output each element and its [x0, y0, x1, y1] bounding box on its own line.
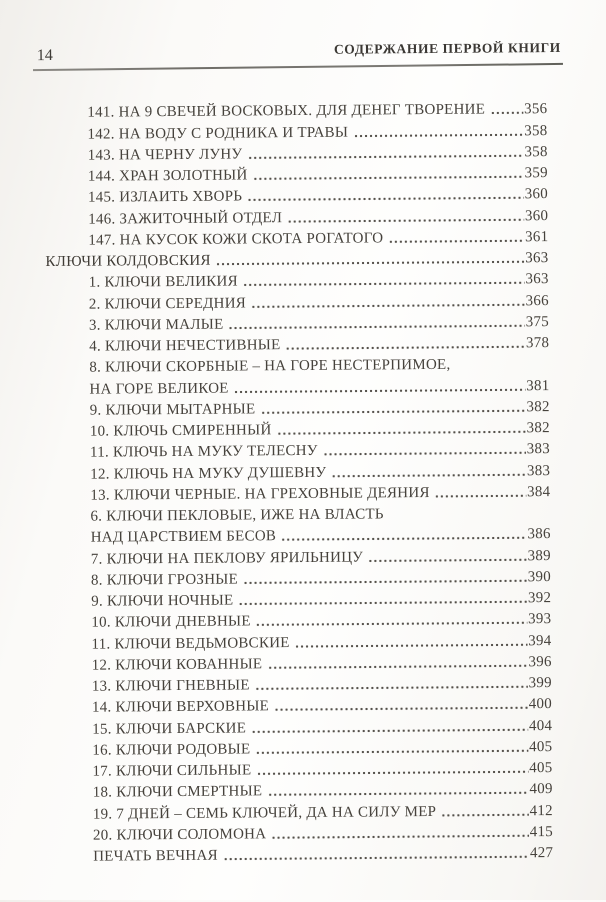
toc-entry [50, 841, 553, 866]
dot-leader [253, 174, 524, 181]
toc-entry-page: 412 [530, 803, 553, 820]
toc-entry-page: 392 [528, 590, 551, 607]
dot-leader [267, 790, 528, 797]
dot-leader [274, 705, 528, 712]
toc-entry-page: 359 [525, 165, 548, 182]
toc-entry-page: 358 [524, 144, 547, 161]
toc-list [44, 97, 553, 866]
toc-entry-title: 12. КЛЮЧИ КОВАННЫЕ [92, 656, 263, 674]
dot-leader [287, 217, 524, 224]
dot-leader [368, 557, 527, 563]
dot-leader [228, 323, 524, 330]
dot-leader [323, 451, 526, 458]
toc-entry-title: 145. ИЗЛАИТЬ ХВОРЬ [88, 189, 242, 207]
dot-leader [490, 111, 523, 116]
toc-entry-page: 356 [524, 101, 547, 118]
toc-entry-page: 400 [529, 696, 552, 713]
toc-entry [44, 97, 547, 122]
dot-leader [271, 833, 528, 840]
dot-leader [256, 769, 528, 776]
dot-leader [331, 472, 526, 479]
toc-entry-page: 399 [529, 675, 552, 692]
toc-entry-title: 2. КЛЮЧИ СЕРЕДНИЯ [89, 295, 246, 313]
toc-entry-page: 382 [527, 420, 550, 437]
toc-entry-page: 381 [526, 378, 549, 395]
toc-entry-title: 10. КЛЮЧИ ДНЕВНЫЕ [91, 614, 251, 632]
toc-entry-title: НАД ЦАРСТВИЕМ БЕСОВ [91, 528, 277, 546]
dot-leader [388, 238, 524, 244]
dot-leader [223, 854, 529, 861]
toc-entry-title: 17. КЛЮЧИ СИЛЬНЫЕ [92, 762, 251, 780]
dot-leader [286, 344, 525, 351]
toc-entry-title: 9. КЛЮЧИ НОЧНЫЕ [91, 593, 233, 611]
toc-entry-title: НА ГОРЕ ВЕЛИКОЕ [89, 380, 228, 398]
toc-entry-title: 13. КЛЮЧИ ЧЕРНЫЕ. НА ГРЕХОВНЫЕ ДЕЯНИЯ [90, 485, 429, 505]
header-rule-divider [33, 63, 563, 71]
toc-entry-page: 409 [529, 781, 552, 798]
toc-entry-page: 383 [527, 441, 550, 458]
toc-entry-title: 11. КЛЮЧЬ НА МУКУ ТЕЛЕСНУ [90, 443, 318, 462]
toc-entry-page: 393 [528, 611, 551, 628]
toc-entry-title: 10. КЛЮЧЬ СМИРЕННЫЙ [90, 422, 272, 440]
dot-leader [255, 684, 528, 691]
toc-entry-page: 405 [529, 760, 552, 777]
toc-entry-page: 361 [525, 229, 548, 246]
toc-entry-title: 14. КЛЮЧИ ВЕРХОВНЫЕ [92, 699, 269, 717]
toc-entry-page: 427 [530, 845, 553, 862]
toc-entry-title: 8. КЛЮЧИ СКОРБНЫЕ – НА ГОРЕ НЕСТЕРПИМОЕ, [89, 357, 450, 377]
toc-entry-title: 1. КЛЮЧИ ВЕЛИКИЯ [89, 274, 238, 292]
toc-entry-title: 144. ХРАН ЗОЛОТНЫЙ [88, 167, 248, 185]
toc-entry-title: 146. ЗАЖИТОЧНЫЙ ОТДЕЛ [88, 210, 282, 229]
toc-entry-title: 142. НА ВОДУ С РОДНИКА И ТРАВЫ [87, 124, 348, 143]
toc-entry-page: 363 [525, 271, 548, 288]
dot-leader [243, 578, 527, 585]
toc-entry-title: 141. НА 9 СВЕЧЕЙ ВОСКОВЫХ. ДЛЯ ДЕНЕГ ТВОРЕНИЕ [87, 102, 485, 122]
toc-entry-page: 390 [528, 569, 551, 586]
running-title: СОДЕРЖАНИЕ ПЕРВОЙ КНИГИ [334, 40, 561, 58]
dot-leader [435, 493, 526, 499]
toc-entry-page: 366 [526, 293, 549, 310]
toc-entry-title: 11. КЛЮЧИ ВЕДЬМОВСКИЕ [91, 635, 289, 654]
dot-leader [267, 663, 527, 670]
toc-entry-page: 358 [524, 123, 547, 140]
dot-leader [251, 727, 528, 734]
toc-entry-page: 383 [527, 463, 550, 480]
dot-leader [353, 132, 523, 138]
dot-leader [238, 599, 527, 606]
dot-leader [295, 642, 528, 649]
toc-entry-title: 12. КЛЮЧЬ НА МУКУ ДУШЕВНУ [90, 464, 326, 483]
toc-entry-page: 389 [528, 548, 551, 565]
toc-entry-title: 13. КЛЮЧИ ГНЕВНЫЕ [92, 677, 250, 695]
toc-entry-title: 20. КЛЮЧИ СОЛОМОНА [93, 826, 266, 844]
toc-entry-title: ПЕЧАТЬ ВЕЧНАЯ [93, 848, 218, 866]
dot-leader [234, 387, 526, 394]
page-number: 14 [37, 47, 53, 65]
dot-leader [260, 408, 525, 415]
dot-leader [216, 259, 525, 266]
toc-entry-page: 360 [525, 208, 548, 225]
toc-entry-title: 147. НА КУСОК КОЖИ СКОТА РОГАТОГО [88, 230, 383, 249]
toc-entry-title: 16. КЛЮЧИ РОДОВЫЕ [92, 741, 250, 759]
toc-entry-title: КЛЮЧИ КОЛДОВСКИЯ [45, 253, 210, 271]
toc-entry-title: 18. КЛЮЧИ СМЕРТНЫЕ [93, 784, 263, 802]
toc-entry-page: 394 [528, 633, 551, 650]
toc-entry-title: 7. КЛЮЧИ НА ПЕКЛОВУ ЯРИЛЬНИЦУ [91, 549, 363, 568]
toc-entry-page: 386 [527, 526, 550, 543]
toc-entry-title: 143. НА ЧЕРНУ ЛУНУ [88, 146, 243, 164]
toc-entry-page: 415 [530, 824, 553, 841]
toc-entry-title: 8. КЛЮЧИ ГРОЗНЫЕ [91, 571, 238, 589]
dot-leader [277, 429, 526, 436]
dot-leader [251, 302, 525, 309]
dot-leader [281, 535, 526, 542]
toc-entry-page: 384 [527, 484, 550, 501]
toc-entry-page: 375 [526, 314, 549, 331]
dot-leader [256, 620, 527, 627]
dot-leader [243, 281, 525, 288]
toc-entry-title: 4. КЛЮЧИ НЕЧЕСТИВНЫЕ [89, 337, 280, 356]
toc-entry-page: 405 [529, 739, 552, 756]
dot-leader [441, 812, 528, 818]
dot-leader [255, 748, 528, 755]
toc-entry-title: 9. КЛЮЧИ МЫТАРНЫЕ [90, 401, 256, 419]
toc-entry-page: 382 [526, 399, 549, 416]
dot-leader [247, 153, 523, 160]
toc-entry-page: 363 [525, 250, 548, 267]
toc-entry-page: 396 [528, 654, 551, 671]
toc-entry-page: 360 [525, 186, 548, 203]
toc-entry-title: 6. КЛЮЧИ ПЕКЛОВЫЕ, ИЖЕ НА ВЛАСТЬ [90, 506, 383, 525]
toc-entry-page: 404 [529, 718, 552, 735]
toc-entry-title: 3. КЛЮЧИ МАЛЫЕ [89, 316, 224, 334]
toc-entry-title: 19. 7 ДНЕЙ – СЕМЬ КЛЮЧЕЙ, ДА НА СИЛУ МЕР [93, 803, 437, 823]
toc-entry-title: 15. КЛЮЧИ БАРСКИЕ [92, 720, 246, 738]
toc-entry-page: 378 [526, 335, 549, 352]
dot-leader [247, 196, 524, 203]
